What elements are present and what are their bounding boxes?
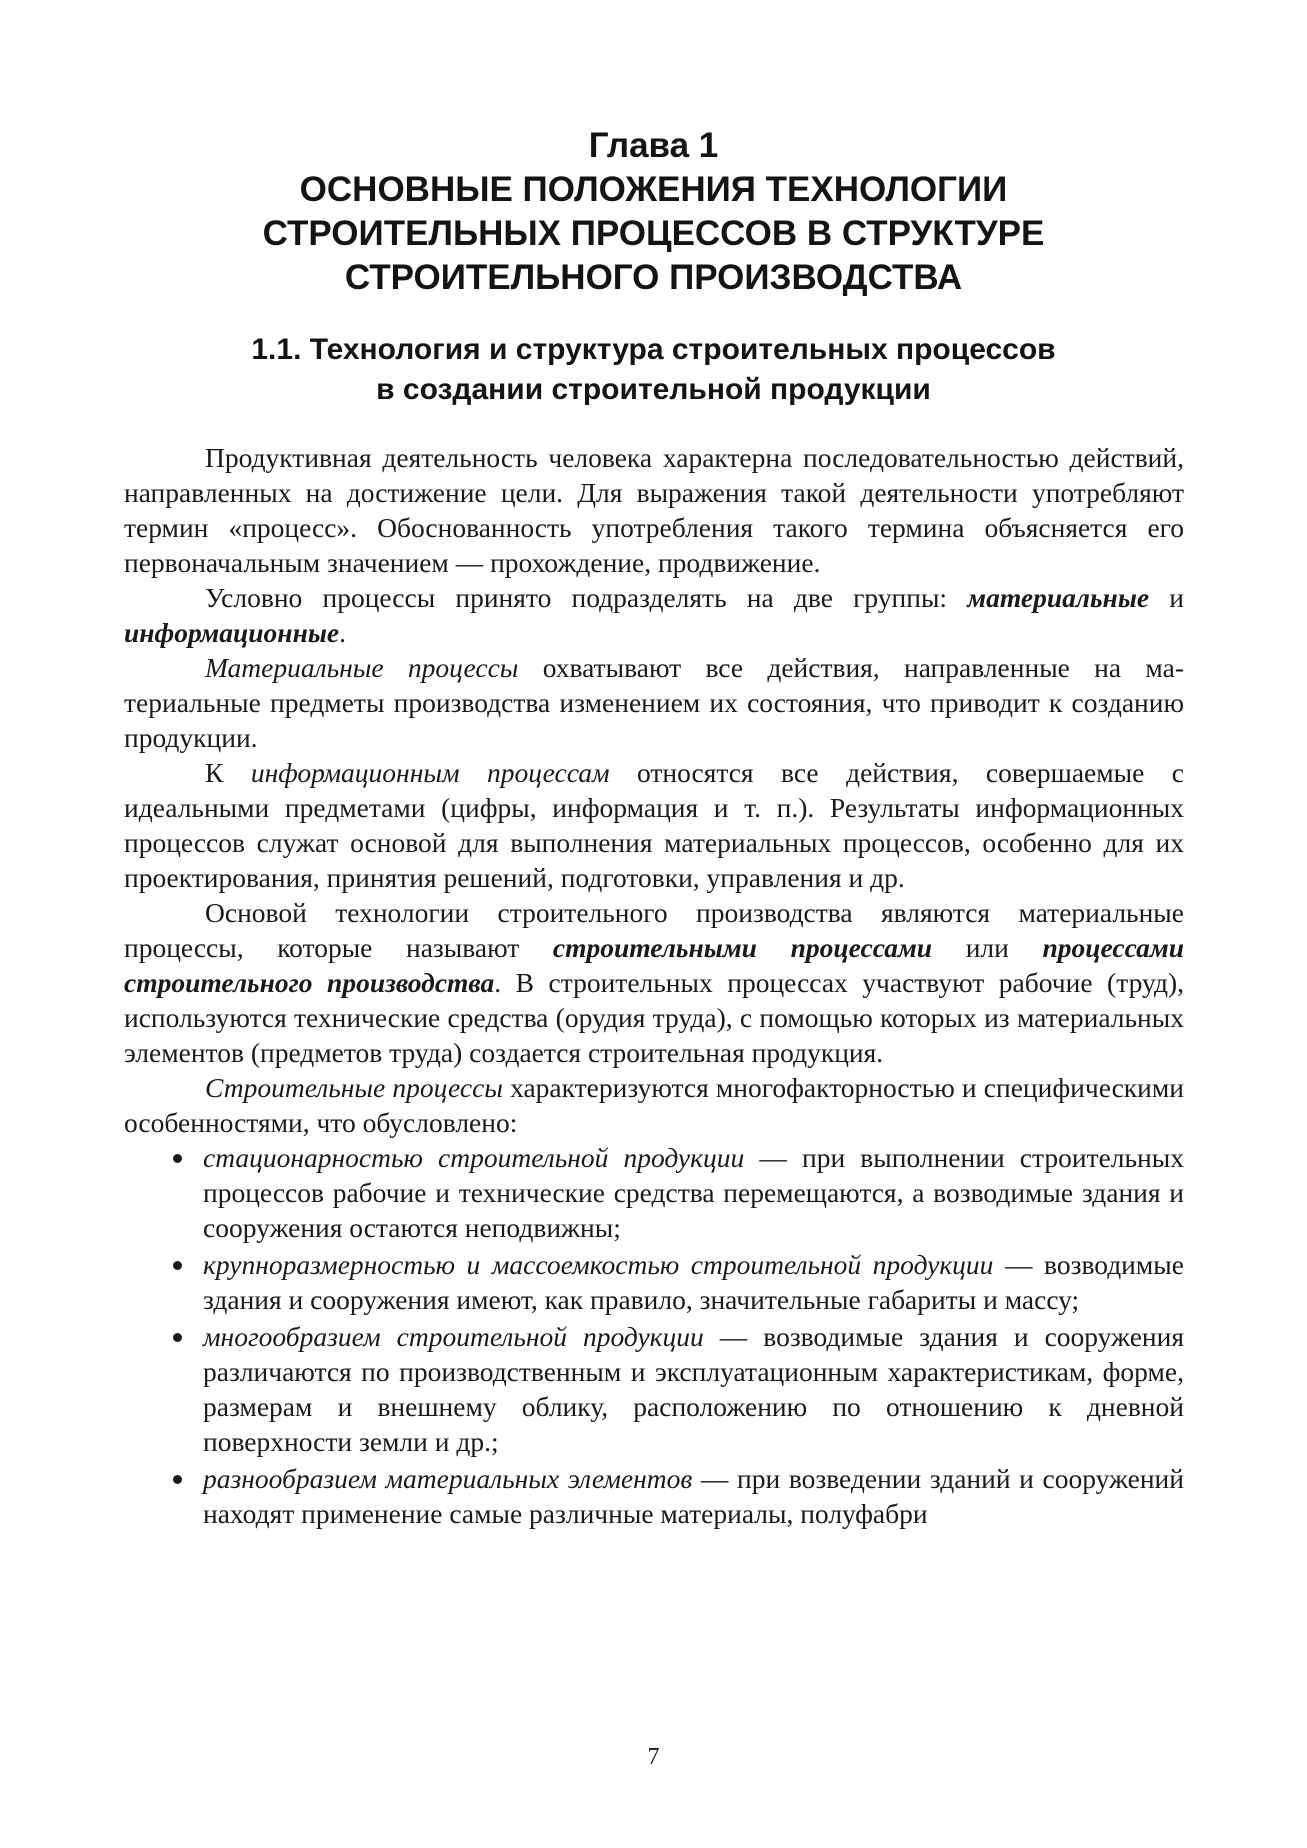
- paragraph-5-end: . В строительных процессах участвуют рабочие (труд), используются технические средства (орудия труда), с помощью которых из материальных элементов (предметов труда) создается строительная продукция.: [124, 967, 1184, 1068]
- paragraph-1: [124, 440, 1184, 580]
- paragraph-6-text: характеризуются многофакторностью и специфическими особенностями, что обусловлено:: [124, 1072, 1184, 1138]
- list-item-text: — возводимые здания и сооружения имеют, как правило, значительные габариты и массу;: [203, 1249, 1184, 1315]
- paragraph-4-text: относятся все действия, совершаемые с идеальными предметами (цифры, информация и т. п.). Результаты информационных процессов служат основой для выполнения материальных процессов, особенно для их проектирования, принятия решений, подготовки, управления и др.: [124, 757, 1184, 893]
- section-title-line-1: 1.1. Технология и структура строительных процессов: [251, 333, 1056, 366]
- bullet-icon: [173, 1333, 182, 1342]
- paragraph-4: [124, 755, 1184, 895]
- paragraph-3: [124, 650, 1184, 755]
- paragraph-3-text: охватывают все действия, направленные на материальные предметы производства изменением их состояния, что приводит к созданию продукции.: [124, 652, 1184, 753]
- section-title-line-2: в создании строительной продукции: [376, 373, 931, 406]
- list-item: [124, 1319, 1184, 1459]
- page-number: 7: [647, 1744, 660, 1770]
- term-building-processes: Строительные процессы: [205, 1072, 503, 1103]
- paragraph-5: [124, 895, 1184, 1070]
- list-item: [124, 1140, 1184, 1245]
- paragraph-4-start: К: [205, 757, 251, 788]
- chapter-title-line-2: СТРОИТЕЛЬНЫХ ПРОЦЕССОВ В СТРУКТУРЕ: [262, 214, 1045, 253]
- list-item: [124, 1247, 1184, 1317]
- bullet-icon: [173, 1475, 182, 1484]
- bullet-icon: [173, 1154, 182, 1163]
- chapter-heading: [80, 124, 1227, 300]
- bullet-icon: [173, 1261, 182, 1270]
- paragraph-6: [124, 1070, 1184, 1140]
- paragraph-2: [124, 580, 1184, 650]
- chapter-label: Глава 1: [588, 126, 719, 165]
- list-item-text: — при возведении зданий и сооружений находят применение самые различные материалы, полуфабри: [203, 1463, 1184, 1529]
- list-item-term: крупноразмерностью и массоемкостью строительной продукции: [203, 1249, 994, 1280]
- paragraph-2-end: .: [339, 617, 347, 648]
- paragraph-2-text: Условно процессы принято подразделять на две группы:: [205, 582, 968, 613]
- paragraph-2-conjunction: и: [1149, 582, 1185, 613]
- term-production-processes: процессами строительного производства: [124, 932, 1184, 998]
- paragraph-5-text: Основой технологии строительного производства являются материальные процессы, которые называют: [124, 897, 1184, 963]
- term-informational-processes: информационным процессам: [250, 757, 610, 788]
- list-item-text: — при выполнении строительных процессов рабочие и технические средства перемещаются, а возводимые здания и сооружения остаются неподвижны;: [203, 1142, 1184, 1243]
- body-text: [124, 440, 1184, 1531]
- list-item-term: стационарностью строительной продукции: [203, 1142, 745, 1173]
- paragraph-5-conjunction: или: [932, 932, 1043, 963]
- list-item-term: многообразием строительной продукции: [203, 1321, 704, 1352]
- paragraph-1-text: Продуктивная деятельность человека характерна последовательностью действий, направленных на достижение цели. Для выражения такой деятельности употребляют термин «процесс». Обоснованность употребления такого термина объясняется его первоначальным значением — прохождение, продвижение.: [124, 442, 1184, 578]
- term-construction-processes: строительными процессами: [552, 932, 933, 963]
- features-list: [124, 1140, 1184, 1531]
- term-informational: информационные: [124, 617, 340, 648]
- list-item: [124, 1461, 1184, 1531]
- term-material-processes: Материальные процессы: [205, 652, 519, 683]
- list-item-term: разнообразием материальных элементов: [203, 1463, 693, 1494]
- section-heading: [80, 330, 1227, 410]
- list-item-text: — возводимые здания и сооружения различаются по производственным и эксплуатационным характеристикам, форме, размерам и внешнему облику, расположению по отношению к дневной поверхности земли и др.;: [203, 1321, 1184, 1457]
- chapter-title-line-3: СТРОИТЕЛЬНОГО ПРОИЗВОДСТВА: [344, 258, 963, 297]
- term-material: материальные: [967, 582, 1150, 613]
- chapter-title-line-1: ОСНОВНЫЕ ПОЛОЖЕНИЯ ТЕХНОЛОГИИ: [299, 170, 1008, 209]
